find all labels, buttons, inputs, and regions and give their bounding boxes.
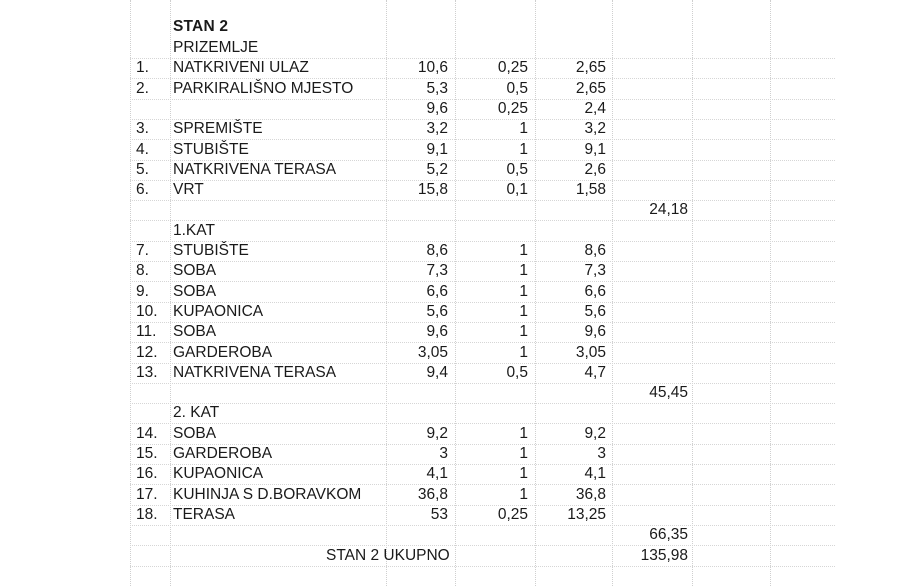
coefficient-value: 0,5	[506, 363, 528, 381]
grid-line	[770, 0, 771, 586]
area-value: 9,6	[426, 323, 448, 341]
row-number: 1.	[136, 59, 149, 77]
section-heading: 2. KAT	[173, 404, 220, 422]
row-number: 11.	[136, 323, 157, 341]
computed-value: 9,2	[584, 424, 606, 442]
coefficient-value: 1	[519, 343, 528, 361]
computed-value: 13,25	[567, 505, 606, 523]
computed-value: 9,6	[584, 323, 606, 341]
room-name: KUPAONICA	[173, 465, 264, 483]
grid-line	[130, 200, 835, 201]
row-number: 2.	[136, 79, 149, 97]
room-name: GARDEROBA	[173, 445, 273, 462]
room-name: TERASA	[173, 505, 236, 523]
area-value: 3	[439, 445, 448, 462]
row-number: 9.	[136, 282, 149, 300]
room-name: NATKRIVENA TERASA	[173, 160, 337, 178]
computed-value: 4,1	[584, 465, 606, 483]
area-value: 9,4	[426, 363, 448, 381]
computed-value: 2,4	[584, 99, 606, 117]
total-value: 135,98	[640, 546, 688, 564]
area-value: 6,6	[426, 282, 448, 300]
coefficient-value: 1	[519, 445, 528, 462]
row-number: 18.	[136, 505, 158, 523]
grid-line	[130, 525, 835, 526]
area-value: 3,2	[426, 120, 448, 138]
grid-line	[130, 545, 835, 546]
area-value: 53	[430, 505, 448, 523]
room-name: KUPAONICA	[173, 302, 264, 320]
grid-line	[130, 383, 835, 384]
coefficient-value: 0,25	[497, 505, 528, 523]
coefficient-value: 1	[519, 262, 528, 280]
coefficient-value: 0,25	[497, 99, 528, 117]
computed-value: 9,1	[584, 140, 606, 158]
coefficient-value: 0,25	[497, 59, 528, 77]
computed-value: 36,8	[575, 485, 606, 503]
grid-line	[130, 566, 835, 567]
row-number: 8.	[136, 262, 149, 280]
area-value: 9,6	[426, 99, 448, 117]
section-subtotal: 24,18	[649, 201, 688, 219]
area-value: 36,8	[417, 485, 448, 503]
row-number: 7.	[136, 242, 149, 259]
grid-line	[130, 0, 131, 586]
room-name: KUHINJA S D.BORAVKOM	[173, 485, 362, 503]
coefficient-value: 0,1	[506, 181, 528, 199]
area-value: 7,3	[426, 262, 448, 280]
area-value: 5,3	[426, 79, 448, 97]
computed-value: 3,05	[575, 343, 606, 361]
room-name: SOBA	[173, 262, 217, 280]
computed-value: 6,6	[584, 282, 606, 300]
coefficient-value: 1	[519, 140, 528, 158]
computed-value: 7,3	[584, 262, 606, 280]
area-value: 5,2	[426, 160, 448, 178]
coefficient-value: 1	[519, 465, 528, 483]
row-number: 10.	[136, 302, 158, 320]
coefficient-value: 1	[519, 242, 528, 259]
room-name: SPREMIŠTE	[173, 120, 263, 138]
coefficient-value: 1	[519, 323, 528, 341]
computed-value: 2,65	[575, 79, 606, 97]
coefficient-value: 1	[519, 485, 528, 503]
room-name: SOBA	[173, 323, 217, 341]
computed-value: 1,58	[575, 181, 606, 199]
area-value: 9,2	[426, 424, 448, 442]
sheet-title: STAN 2	[173, 18, 229, 35]
room-name: NATKRIVENA TERASA	[173, 363, 337, 381]
computed-value: 8,6	[584, 242, 606, 259]
room-name: SOBA	[173, 424, 217, 442]
area-value: 10,6	[417, 59, 448, 77]
coefficient-value: 0,5	[506, 79, 528, 97]
row-number: 14.	[136, 424, 158, 442]
computed-value: 2,6	[584, 160, 606, 178]
row-number: 4.	[136, 140, 149, 158]
room-name: SOBA	[173, 282, 217, 300]
row-number: 15.	[136, 445, 158, 462]
row-number: 5.	[136, 160, 149, 178]
area-value: 9,1	[426, 140, 448, 158]
coefficient-value: 1	[519, 282, 528, 300]
row-number: 16.	[136, 465, 158, 483]
grid-line	[455, 0, 456, 586]
section-subtotal: 66,35	[649, 526, 688, 544]
area-value: 3,05	[417, 343, 448, 361]
grid-line	[692, 0, 693, 586]
row-number: 3.	[136, 120, 149, 138]
computed-value: 2,65	[575, 59, 606, 77]
room-name: STUBIŠTE	[173, 140, 249, 158]
section-heading: PRIZEMLJE	[173, 39, 259, 56]
coefficient-value: 0,5	[506, 160, 528, 178]
row-number: 12.	[136, 343, 158, 361]
area-value: 5,6	[426, 302, 448, 320]
area-value: 15,8	[417, 181, 448, 199]
row-number: 6.	[136, 181, 149, 199]
section-heading: 1.KAT	[173, 221, 215, 239]
grid-line	[130, 403, 835, 404]
room-name: GARDEROBA	[173, 343, 273, 361]
room-name: VRT	[173, 181, 204, 199]
grid-line	[535, 0, 536, 586]
computed-value: 4,7	[584, 363, 606, 381]
grid-line	[612, 0, 613, 586]
coefficient-value: 1	[519, 424, 528, 442]
computed-value: 3,2	[584, 120, 606, 138]
row-number: 17.	[136, 485, 158, 503]
room-name: NATKRIVENI ULAZ	[173, 59, 309, 77]
room-name: PARKIRALIŠNO MJESTO	[173, 79, 354, 97]
computed-value: 5,6	[584, 302, 606, 320]
row-number: 13.	[136, 363, 158, 381]
area-value: 4,1	[426, 465, 448, 483]
section-subtotal: 45,45	[649, 384, 688, 402]
room-name: STUBIŠTE	[173, 242, 249, 259]
coefficient-value: 1	[519, 120, 528, 138]
coefficient-value: 1	[519, 302, 528, 320]
total-label: STAN 2 UKUPNO	[326, 546, 450, 564]
computed-value: 3	[597, 445, 606, 462]
grid-line	[130, 220, 835, 221]
area-value: 8,6	[426, 242, 448, 259]
